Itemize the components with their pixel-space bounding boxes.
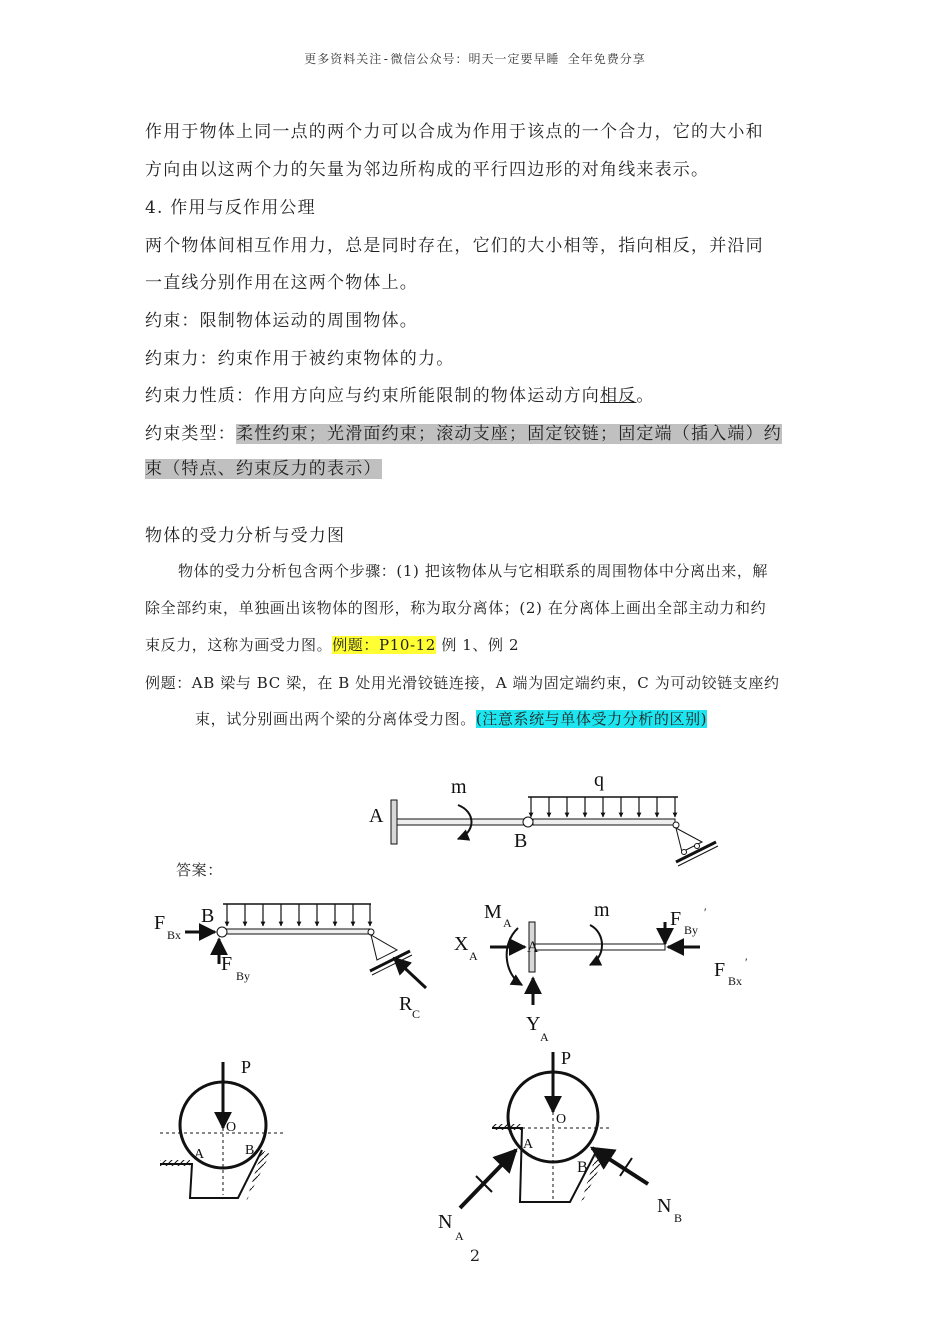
label-B-2: B — [201, 905, 215, 927]
para-5-end: 。 — [636, 386, 655, 406]
label-By-prime-subscript: By — [684, 923, 699, 937]
para-6-label: 约束类型： — [145, 424, 236, 444]
para-8-highlight: (注意系统与单体受力分析的区别) — [475, 710, 708, 728]
beam-AB — [397, 819, 525, 825]
section-title: 物体的受力分析与受力图 — [145, 526, 346, 546]
beam-system-figure — [369, 769, 718, 866]
label-N-A: N — [438, 1211, 453, 1233]
hinge-B — [523, 817, 533, 827]
force-RC-arrow — [394, 958, 426, 988]
para-7-text: 束反力，这称为画受力图。 — [145, 636, 333, 654]
ab-free-body-figure — [454, 899, 748, 1044]
beam-AB-isolated — [535, 944, 665, 950]
label-A-4: A — [194, 1147, 205, 1162]
para-8-text: 束，试分别画出两个梁的分离体受力图。 — [195, 710, 476, 728]
bc-free-body-figure — [154, 904, 426, 1021]
distributed-load-arrows — [531, 797, 675, 817]
answer-label: 答案： — [176, 861, 223, 879]
label-B: B — [514, 830, 528, 852]
label-B-4: B — [245, 1143, 255, 1158]
para-6-highlight: 柔性约束；光滑面约束；滚动支座；固定铰链；固定端（插入端）约 — [236, 424, 782, 444]
label-F-Bx: F — [154, 912, 166, 934]
label-A-3: A — [527, 939, 539, 956]
heading-4: 4. 作用与反作用公理 — [145, 198, 316, 218]
label-Bx-prime-subscript: Bx — [728, 974, 743, 988]
label-A-5: A — [523, 1137, 534, 1152]
page-header: 更多资料关注-微信公众号：明天一定要早睡 全年免费分享 — [304, 52, 646, 66]
label-P: P — [241, 1057, 252, 1077]
roller-support-C — [673, 822, 718, 866]
load-arrows-2 — [227, 904, 370, 926]
moment-MA-arrow — [507, 928, 522, 985]
label-B-5: B — [577, 1159, 588, 1176]
para-5-text: 约束力性质：作用方向应与约束所能限制的物体运动方向 — [145, 386, 600, 406]
para-1-line-1: 作用于物体上同一点的两个力可以合成为作用于该点的一个合力，它的大小和 — [145, 122, 764, 142]
fixed-wall-A — [391, 800, 397, 844]
label-MA-subscript: A — [503, 916, 512, 930]
label-R-C: R — [399, 993, 413, 1015]
label-m: m — [451, 776, 467, 798]
label-C-subscript: C — [412, 1007, 421, 1021]
label-q: q — [594, 769, 604, 791]
label-X-A: X — [454, 933, 469, 955]
para-3: 约束：限制物体运动的周围物体。 — [145, 311, 418, 331]
para-8-line-1: 例题：AB 梁与 BC 梁，在 B 处用光滑铰链连接，A 端为固定端约束，C 为可动铰链支座约 — [145, 674, 780, 692]
ball-in-groove-figure — [160, 1057, 285, 1202]
label-Y-A: Y — [526, 1013, 541, 1035]
groove-hatch-left-2 — [492, 1124, 522, 1130]
para-7-line-2: 除全部约束，单独画出该物体的图形，称为取分离体；(2) 在分离体上画出全部主动力和约 — [145, 599, 767, 617]
para-7-highlight: 例题：P10-12 — [332, 636, 436, 654]
beam-BC — [533, 819, 675, 825]
label-By-subscript: By — [236, 969, 251, 983]
label-A: A — [369, 805, 384, 827]
force-NA-arrow — [460, 1150, 516, 1208]
label-m-2: m — [594, 899, 610, 921]
para-2-line-1: 两个物体间相互作用力，总是同时存在，它们的大小相等，指向相反，并沿同 — [145, 236, 764, 256]
label-YA-subscript: A — [540, 1030, 549, 1044]
label-F-By-prime: F — [670, 908, 682, 930]
prime-mark-1: ′ — [704, 905, 707, 919]
beam-BC-isolated — [226, 929, 371, 934]
para-1-line-2: 方向由以这两个力的矢量为邻边所构成的平行四边形的对角线来表示。 — [145, 160, 710, 180]
groove-hatch-left — [160, 1160, 190, 1166]
label-NB-subscript: B — [674, 1211, 683, 1225]
para-2-line-2: 一直线分别作用在这两个物体上。 — [145, 273, 418, 293]
label-NA-subscript: A — [455, 1229, 464, 1243]
label-M-A: M — [484, 901, 502, 923]
hinge-B-isolated — [217, 927, 227, 937]
prime-mark-2: ′ — [745, 955, 748, 969]
label-N-B: N — [657, 1195, 672, 1217]
label-F-Bx-prime: F — [714, 959, 726, 981]
label-O-2: O — [556, 1112, 567, 1127]
para-7-tail: 例 1、例 2 — [435, 636, 520, 654]
label-F-By: F — [221, 953, 233, 975]
para-6-highlight-2: 束（特点、约束反力的表示） — [145, 459, 382, 479]
page-number: 2 — [469, 1246, 481, 1265]
para-4: 约束力：约束作用于被约束物体的力。 — [145, 349, 455, 369]
label-Bx-subscript: Bx — [167, 928, 182, 942]
label-XA-subscript: A — [469, 949, 478, 963]
para-7-line-1: 物体的受力分析包含两个步骤：(1) 把该物体从与它相联系的周围物体中分离出来，解 — [178, 562, 769, 580]
ball-free-body-figure — [438, 1048, 682, 1243]
label-P-2: P — [561, 1048, 572, 1068]
para-5-underlined: 相反 — [600, 386, 637, 406]
label-O: O — [226, 1120, 237, 1135]
